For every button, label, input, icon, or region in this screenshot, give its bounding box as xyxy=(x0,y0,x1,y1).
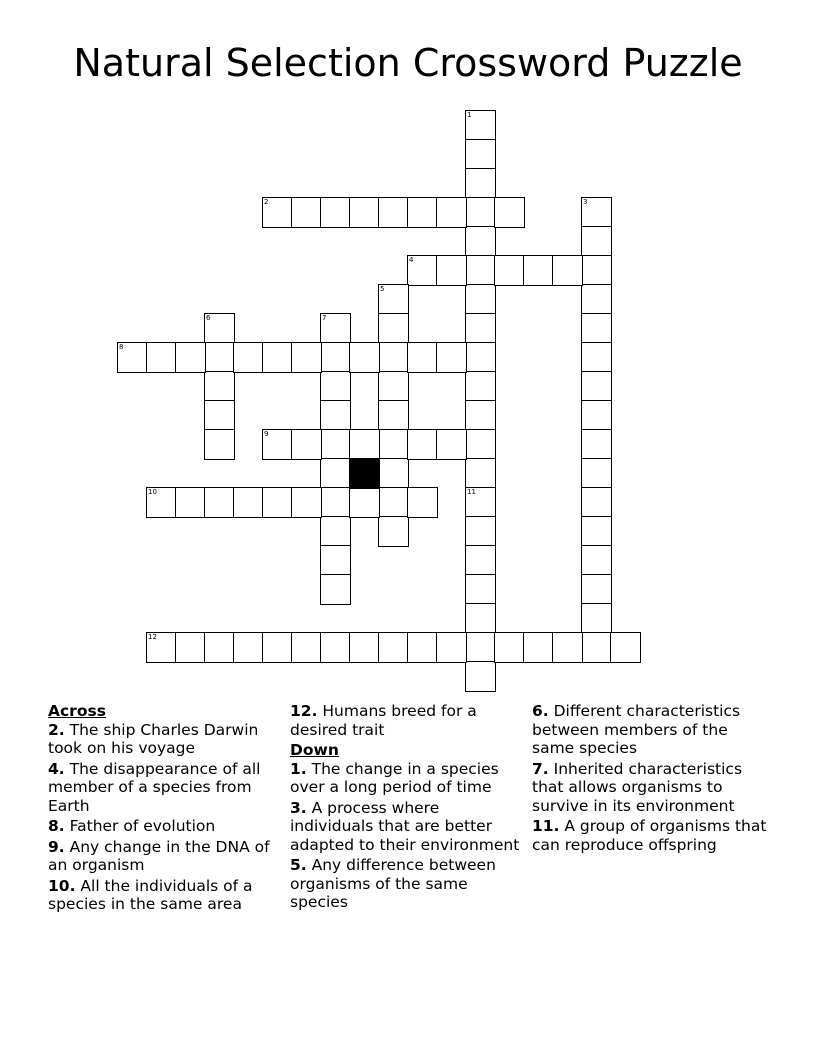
grid-cell[interactable] xyxy=(494,632,525,663)
grid-cell[interactable] xyxy=(523,255,554,286)
grid-cell[interactable] xyxy=(581,632,612,663)
grid-cell[interactable] xyxy=(407,255,438,286)
grid-cell[interactable] xyxy=(378,487,409,518)
grid-cell[interactable] xyxy=(552,632,583,663)
grid-cell[interactable] xyxy=(465,110,496,141)
grid-cell[interactable] xyxy=(581,284,612,315)
grid-cell[interactable] xyxy=(262,429,293,460)
grid-cell[interactable] xyxy=(233,632,264,663)
grid-cell[interactable] xyxy=(378,342,409,373)
grid-cell[interactable] xyxy=(204,400,235,431)
grid-cell[interactable] xyxy=(581,545,612,576)
grid-cell[interactable] xyxy=(581,574,612,605)
grid-cell[interactable] xyxy=(378,400,409,431)
grid-cell[interactable] xyxy=(146,342,177,373)
grid-cell[interactable] xyxy=(204,487,235,518)
grid-cell[interactable] xyxy=(291,342,322,373)
clue-number: 4 xyxy=(409,256,414,264)
grid-cell[interactable] xyxy=(407,342,438,373)
grid-cell[interactable] xyxy=(494,255,525,286)
grid-cell[interactable] xyxy=(407,197,438,228)
clue-across-8: 8. Father of evolution xyxy=(48,817,216,835)
grid-cell[interactable] xyxy=(291,632,322,663)
grid-cell[interactable] xyxy=(320,516,351,547)
grid-cell[interactable] xyxy=(465,661,496,692)
grid-cell[interactable] xyxy=(465,255,496,286)
grid-cell[interactable] xyxy=(581,487,612,518)
grid-cell[interactable] xyxy=(378,516,409,547)
page-title: Natural Selection Crossword Puzzle xyxy=(73,41,743,85)
grid-cell[interactable] xyxy=(204,313,235,344)
grid-cell[interactable] xyxy=(465,400,496,431)
grid-cell[interactable] xyxy=(465,487,496,518)
down-heading: Down xyxy=(290,741,339,759)
clues-column-2 xyxy=(290,702,526,914)
grid-cell[interactable] xyxy=(552,255,583,286)
grid-cell[interactable] xyxy=(291,197,322,228)
clue-across-10: 10. All the individuals of a species in the same area xyxy=(48,876,253,913)
grid-cell[interactable] xyxy=(320,429,351,460)
grid-cell[interactable] xyxy=(204,342,235,373)
grid-cell[interactable] xyxy=(175,487,206,518)
clue-down-5: 5. Any difference between organisms of the same species xyxy=(290,856,496,911)
grid-cell[interactable] xyxy=(378,371,409,402)
clue-number: 6 xyxy=(206,314,211,322)
grid-cell[interactable] xyxy=(465,516,496,547)
grid-cell[interactable] xyxy=(146,632,177,663)
grid-cell[interactable] xyxy=(465,603,496,634)
grid-cell[interactable] xyxy=(320,574,351,605)
grid-cell[interactable] xyxy=(581,255,612,286)
grid-cell[interactable] xyxy=(320,458,351,489)
grid-cell[interactable] xyxy=(233,487,264,518)
clue-across-12: 12. Humans breed for a desired trait xyxy=(290,702,477,739)
grid-cell[interactable] xyxy=(262,342,293,373)
clue-number: 9 xyxy=(264,430,269,438)
grid-cell[interactable] xyxy=(465,429,496,460)
grid-cell[interactable] xyxy=(407,632,438,663)
grid-cell[interactable] xyxy=(581,516,612,547)
black-cell xyxy=(349,458,380,489)
clue-number: 11 xyxy=(467,488,476,496)
grid-cell[interactable] xyxy=(291,429,322,460)
grid-cell[interactable] xyxy=(465,197,496,228)
clue-across-9: 9. Any change in the DNA of an organism xyxy=(48,837,270,874)
grid-cell[interactable] xyxy=(581,458,612,489)
grid-cell[interactable] xyxy=(494,197,525,228)
grid-cell[interactable] xyxy=(320,342,351,373)
clue-number: 1 xyxy=(467,111,472,119)
grid-cell[interactable] xyxy=(581,313,612,344)
clue-number: 8 xyxy=(119,343,124,351)
clue-down-7: 7. Inherited characteristics that allows organisms to survive in its environment xyxy=(532,759,743,815)
grid-cell[interactable] xyxy=(465,284,496,315)
grid-cell[interactable] xyxy=(581,342,612,373)
grid-cell[interactable] xyxy=(320,400,351,431)
grid-cell[interactable] xyxy=(436,197,467,228)
grid-cell[interactable] xyxy=(378,429,409,460)
clues-column-3 xyxy=(532,702,768,856)
grid-cell[interactable] xyxy=(262,632,293,663)
grid-cell[interactable] xyxy=(175,342,206,373)
grid-cell[interactable] xyxy=(465,313,496,344)
grid-cell[interactable] xyxy=(204,632,235,663)
grid-cell[interactable] xyxy=(146,487,177,518)
grid-cell[interactable] xyxy=(378,458,409,489)
clue-number: 7 xyxy=(322,314,327,322)
grid-cell[interactable] xyxy=(610,632,641,663)
clue-across-2: 2. The ship Charles Darwin took on his voyage xyxy=(48,720,259,757)
grid-cell[interactable] xyxy=(349,342,380,373)
grid-cell[interactable] xyxy=(465,139,496,170)
grid-cell[interactable] xyxy=(378,197,409,228)
grid-cell[interactable] xyxy=(320,487,351,518)
grid-cell[interactable] xyxy=(407,487,438,518)
grid-cell[interactable] xyxy=(436,632,467,663)
grid-cell[interactable] xyxy=(378,284,409,315)
grid-cell[interactable] xyxy=(465,574,496,605)
grid-cell[interactable] xyxy=(320,313,351,344)
clue-number: 10 xyxy=(148,488,157,496)
grid-cell[interactable] xyxy=(436,429,467,460)
grid-cell[interactable] xyxy=(436,255,467,286)
clues-column-1 xyxy=(48,702,284,916)
grid-cell[interactable] xyxy=(581,429,612,460)
grid-cell[interactable] xyxy=(349,487,380,518)
grid-cell[interactable] xyxy=(320,197,351,228)
clue-across-4: 4. The disappearance of all member of a species from Earth xyxy=(48,759,261,815)
grid-cell[interactable] xyxy=(320,371,351,402)
clue-number: 3 xyxy=(583,198,588,206)
clue-down-1: 1. The change in a species over a long period of time xyxy=(290,759,499,796)
grid-cell[interactable] xyxy=(581,400,612,431)
across-heading: Across xyxy=(48,702,106,720)
clue-down-6: 6. Different characteristics between members of the same species xyxy=(532,702,741,757)
grid-cell[interactable] xyxy=(262,197,293,228)
clue-number: 5 xyxy=(380,285,385,293)
grid-cell[interactable] xyxy=(436,342,467,373)
grid-cell[interactable] xyxy=(204,371,235,402)
grid-cell[interactable] xyxy=(175,632,206,663)
grid-cell[interactable] xyxy=(581,197,612,228)
grid-cell[interactable] xyxy=(465,632,496,663)
clue-down-11: 11. A group of organisms that can reproduce offspring xyxy=(532,817,767,854)
grid-cell[interactable] xyxy=(349,197,380,228)
grid-cell[interactable] xyxy=(465,226,496,257)
grid-cell[interactable] xyxy=(378,632,409,663)
grid-cell[interactable] xyxy=(581,226,612,257)
grid-cell[interactable] xyxy=(465,168,496,199)
grid-cell[interactable] xyxy=(465,371,496,402)
grid-cell[interactable] xyxy=(233,342,264,373)
grid-cell[interactable] xyxy=(581,603,612,634)
clue-down-3: 3. A process where individuals that are better adapted to their environment xyxy=(290,798,520,854)
grid-cell[interactable] xyxy=(349,429,380,460)
grid-cell[interactable] xyxy=(465,458,496,489)
grid-cell[interactable] xyxy=(581,371,612,402)
grid-cell[interactable] xyxy=(291,487,322,518)
grid-cell[interactable] xyxy=(320,632,351,663)
grid-cell[interactable] xyxy=(204,429,235,460)
grid-cell[interactable] xyxy=(523,632,554,663)
grid-cell[interactable] xyxy=(465,342,496,373)
grid-cell[interactable] xyxy=(320,545,351,576)
grid-cell[interactable] xyxy=(117,342,148,373)
grid-cell[interactable] xyxy=(378,313,409,344)
grid-cell[interactable] xyxy=(349,632,380,663)
grid-cell[interactable] xyxy=(262,487,293,518)
clue-number: 12 xyxy=(148,633,157,641)
clue-number: 2 xyxy=(264,198,269,206)
grid-cell[interactable] xyxy=(465,545,496,576)
grid-cell[interactable] xyxy=(407,429,438,460)
